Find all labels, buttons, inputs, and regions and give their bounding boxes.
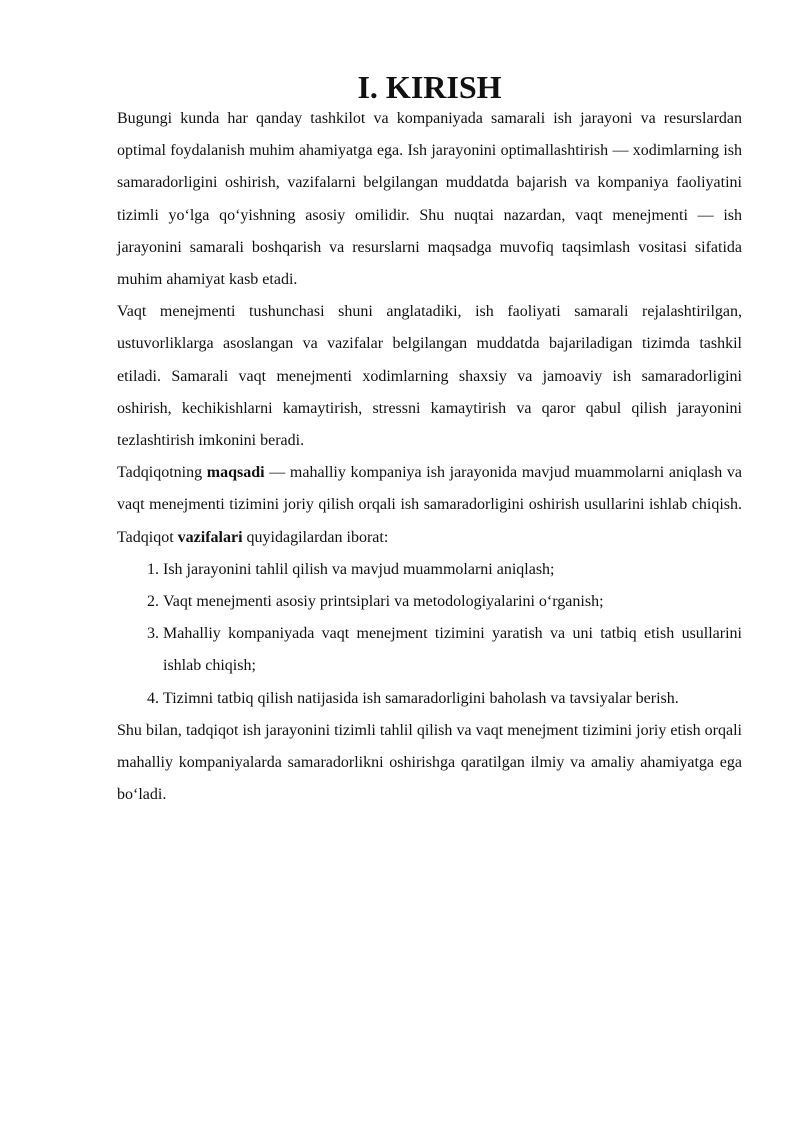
paragraph-goal <box>117 457 742 554</box>
paragraph-conclusion: Shu bilan, tadqiqot ish jarayonini tizimli tahlil qilish va vaqt menejment tizimini joriy etish orqali mahalliy kompaniyalarda samaradorlikni oshirishga qaratilgan ilmiy va amaliy ahamiyatga ega bo‘ladi. <box>117 721 742 804</box>
goal-bold-maqsadi: maqsadi <box>206 464 265 482</box>
paragraph-intro: Bugungi kunda har qanday tashkilot va kompaniyada samarali ish jarayoni va resurslardan optimal foydalanish muhim ahamiyatga ega. Ish jarayonini optimallashtirish — xodimlarning ish samaradorligini oshirish, vazifalarni belgilangan muddatda bajarish va kompaniya faoliyatini tizimli yo‘lga qo‘yishning asosiy omilidir. Shu nuqtai nazardan, vaqt menejmenti — ish jarayonini samarali boshqarish va resurslarni maqsadga muvofiq taqsimlash vositasi sifatida muhim ahamiyat kasb etadi. <box>117 110 742 289</box>
goal-bold-vazifalari: vazifalari <box>177 528 243 546</box>
goal-text-3: quyidagilardan iborat: <box>242 528 389 546</box>
section-heading: I. KIRISH <box>357 69 502 105</box>
document-page <box>117 69 742 811</box>
task-item-4: 4. Tizimni tatbiq qilish natijasida ish samaradorligini baholash va tavsiyalar berish. <box>163 683 742 715</box>
task-item-2: 2. Vaqt menejmenti asosiy printsiplari va metodologiyalarini o‘rganish; <box>163 586 742 618</box>
paragraph-time-management: Vaqt menejmenti tushunchasi shuni anglatadiki, ish faoliyati samarali rejalashtirilgan, ustuvorliklarga asoslangan va vazifalar belgilangan muddatda bajariladigan tizimda tashkil etiladi. Samarali vaqt menejmenti xodimlarning shaxsiy va jamoaviy ish samaradorligini oshirish, kechikishlarni kamaytirish, stressni kamaytirish va qaror qabul qilish jarayonini tezlashtirish imkonini beradi. <box>117 303 742 450</box>
goal-text-1: Tadqiqotning <box>117 464 207 482</box>
task-item-1: 1. Ish jarayonini tahlil qilish va mavjud muammolarni aniqlash; <box>163 554 742 586</box>
goal-text-2: — mahalliy kompaniya ish jarayonida mavjud muammolarni aniqlash va vaqt menejmenti tizimini joriy qilish orqali ish samaradorligini oshirish usullarini ishlab chiqish. Tadqiqot <box>117 464 742 546</box>
task-list <box>117 554 742 715</box>
task-item-3: 3. Mahalliy kompaniyada vaqt menejment tizimini yaratish va uni tatbiq etish usullarini ishlab chiqish; <box>163 618 742 682</box>
